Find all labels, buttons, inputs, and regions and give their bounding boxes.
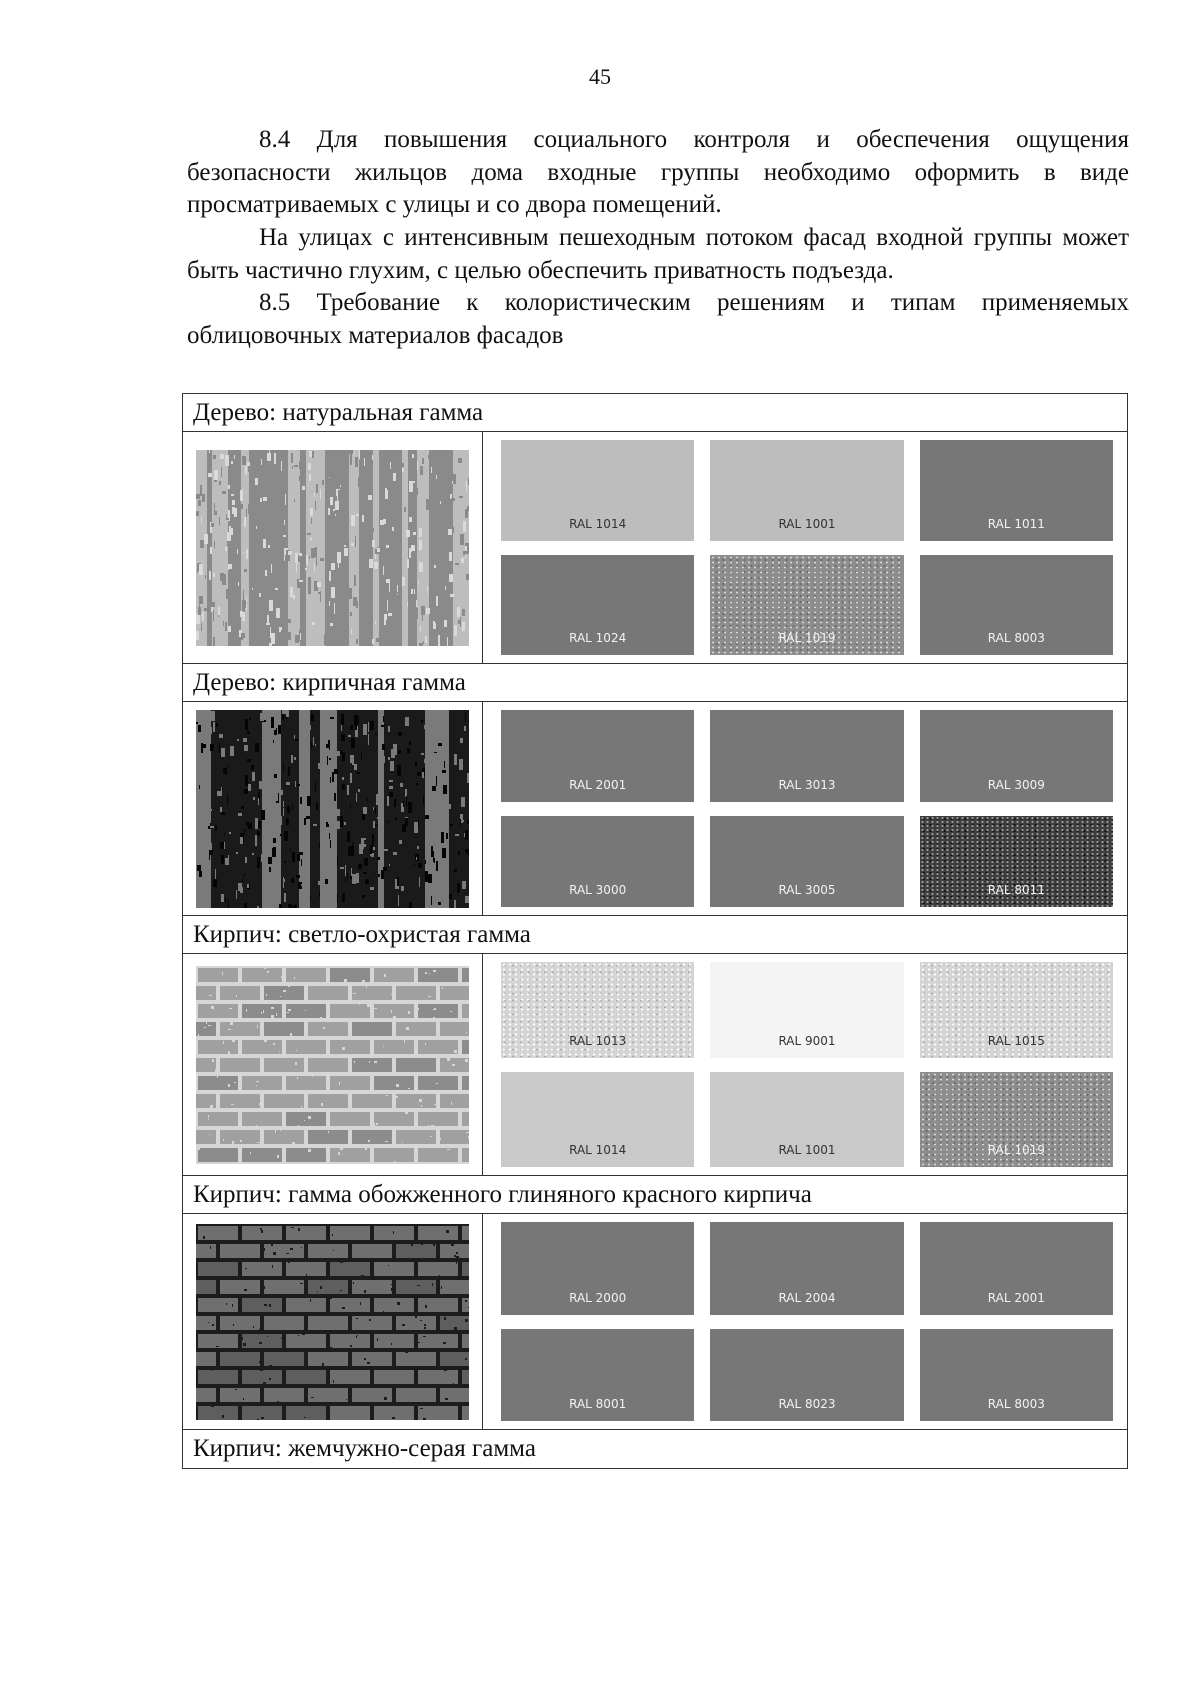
color-swatch	[710, 1329, 903, 1422]
section-title-wood-natural: Дерево: натуральная гамма	[183, 394, 1127, 432]
color-swatch	[710, 816, 903, 908]
section-title-brick-red: Кирпич: гамма обожженного глиняного красного кирпича	[183, 1176, 1127, 1214]
paragraph-8-4: 8.4 Для повышения социального контроля и обеспечения ощущения безопасности жильцов дома входные группы необходимо оформить в виде просматриваемых с улицы и со двора помещений.	[187, 126, 1129, 218]
swatch-label: RAL 1014	[569, 1143, 627, 1157]
color-swatch	[501, 1222, 694, 1315]
color-swatch	[920, 962, 1113, 1058]
swatch-label: RAL 1001	[778, 516, 836, 531]
color-swatch	[710, 710, 903, 802]
color-swatch	[710, 440, 903, 541]
swatch-grid-brick-ochre	[483, 954, 1127, 1175]
swatch-label: RAL 2000	[569, 1290, 627, 1305]
swatch-label: RAL 1013	[569, 1033, 627, 1048]
color-swatch	[710, 1072, 903, 1168]
swatch-label: RAL 1015	[987, 1033, 1045, 1048]
brick-light-texture	[196, 966, 469, 1164]
color-swatch	[920, 1072, 1113, 1168]
brick-dark-texture	[196, 1224, 469, 1420]
section-row-wood-natural	[183, 432, 1127, 664]
swatch-label: RAL 2001	[569, 777, 627, 792]
swatch-grid-wood-natural	[483, 432, 1127, 663]
section-row-wood-brick	[183, 702, 1127, 916]
wood-dark-texture	[196, 710, 469, 908]
page-number: 45	[589, 64, 611, 89]
color-swatch	[920, 555, 1113, 656]
color-swatch	[501, 555, 694, 656]
color-swatch	[501, 1329, 694, 1422]
swatch-label: RAL 3000	[569, 883, 627, 897]
color-swatch	[501, 710, 694, 802]
swatch-grid-brick-red	[483, 1214, 1127, 1429]
color-swatch	[501, 1072, 694, 1168]
swatch-label: RAL 8023	[778, 1397, 836, 1411]
color-swatch	[920, 816, 1113, 908]
color-swatch	[920, 440, 1113, 541]
swatch-label: RAL 3009	[987, 777, 1045, 792]
facade-color-table	[182, 393, 1128, 1469]
swatch-label: RAL 3013	[778, 777, 836, 792]
swatch-label: RAL 8011	[987, 883, 1045, 897]
paragraph-entrance-facade: На улицах с интенсивным пешеходным потоком фасад входной группы может быть частично глухим, с целью обеспечить приватность подъезда.	[187, 224, 1129, 284]
swatch-label: RAL 2001	[987, 1290, 1045, 1305]
swatch-grid-wood-brick	[483, 702, 1127, 915]
wood-light-texture	[196, 450, 469, 646]
swatch-label: RAL 1011	[987, 516, 1045, 531]
section-row-brick-ochre	[183, 954, 1127, 1176]
swatch-label: RAL 8003	[987, 631, 1045, 645]
swatch-label: RAL 9001	[778, 1033, 836, 1048]
swatch-label: RAL 1014	[569, 516, 627, 531]
color-swatch	[920, 1329, 1113, 1422]
color-swatch	[710, 962, 903, 1058]
swatch-label: RAL 3005	[778, 883, 836, 897]
color-swatch	[501, 816, 694, 908]
section-title-wood-brick: Дерево: кирпичная гамма	[183, 664, 1127, 702]
section-row-brick-red	[183, 1214, 1127, 1430]
color-swatch	[501, 440, 694, 541]
swatch-label: RAL 1024	[569, 631, 627, 645]
swatch-label: RAL 2004	[778, 1290, 836, 1305]
section-title-brick-pearl-grey: Кирпич: жемчужно-серая гамма	[193, 1435, 536, 1462]
paragraph-8-5: 8.5 Требование к колористическим решениям и типам применяемых облицовочных материалов фасадов	[187, 289, 1129, 349]
swatch-label: RAL 1019	[987, 1143, 1045, 1157]
color-swatch	[920, 710, 1113, 802]
swatch-label: RAL 8001	[569, 1397, 627, 1411]
section-title-brick-ochre: Кирпич: светло-охристая гамма	[183, 916, 1127, 954]
color-swatch	[710, 1222, 903, 1315]
color-swatch	[920, 1222, 1113, 1315]
swatch-label: RAL 1001	[778, 1143, 836, 1157]
swatch-label: RAL 1019	[778, 631, 836, 645]
swatch-label: RAL 8003	[987, 1397, 1045, 1411]
color-swatch	[501, 962, 694, 1058]
color-swatch	[710, 555, 903, 656]
